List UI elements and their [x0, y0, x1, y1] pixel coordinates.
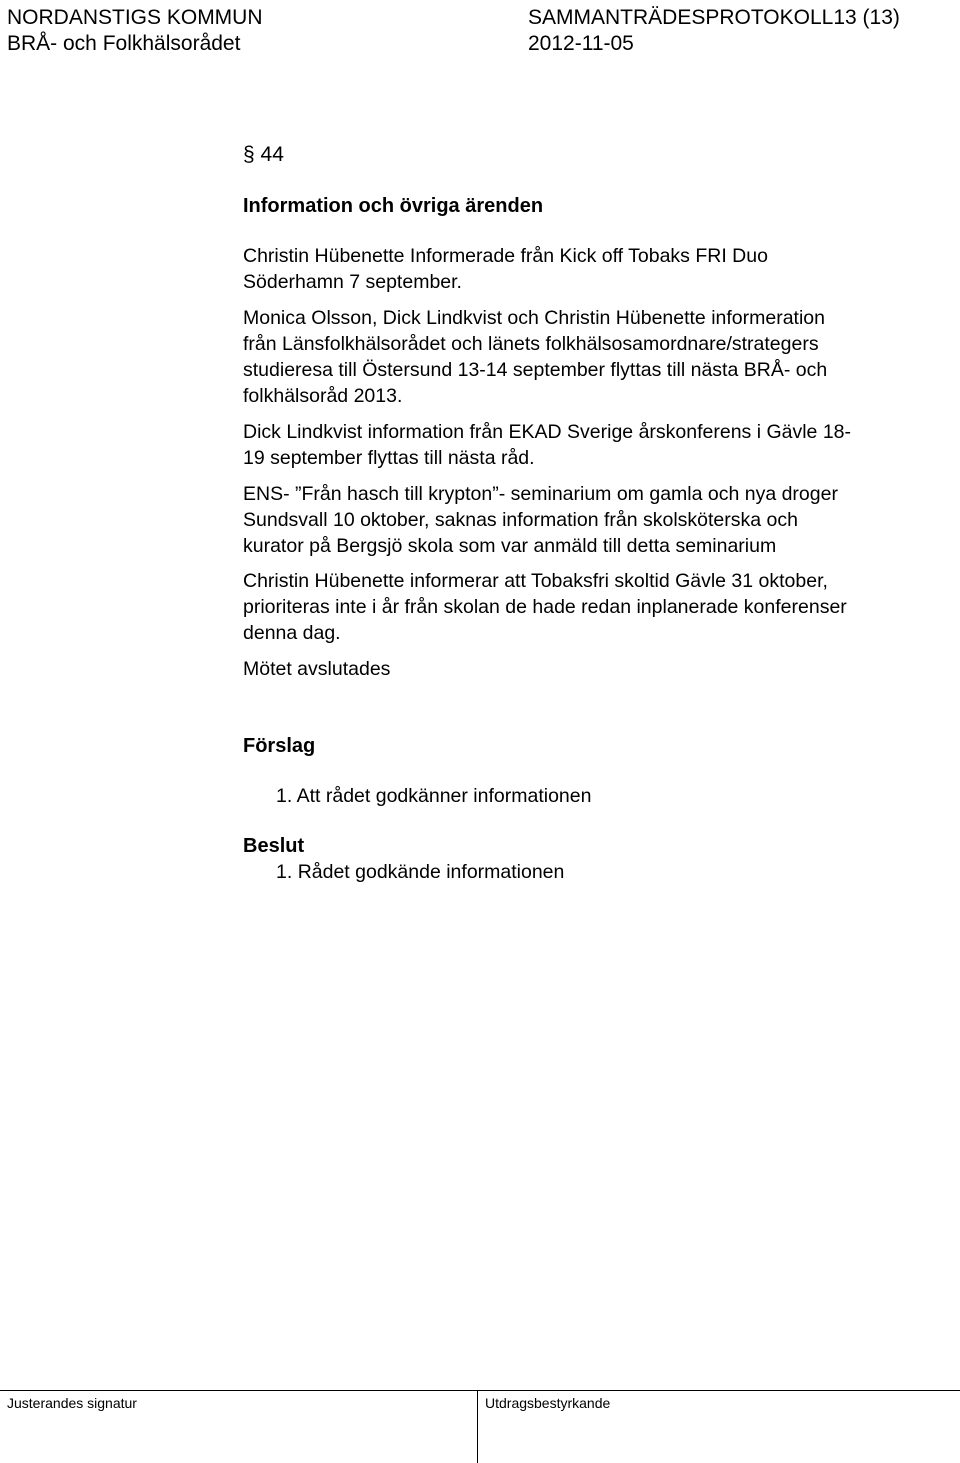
paragraph-1 [243, 243, 943, 295]
paragraph-line: Mötet avslutades [243, 658, 391, 680]
paragraph-6 [243, 656, 943, 682]
forslag-item-number: 1. [276, 785, 293, 807]
paragraph-line: Dick Lindkvist information från EKAD Sverige årskonferens i Gävle 18- [243, 421, 852, 443]
beslut-item-number: 1. [276, 861, 293, 883]
paragraph-line: Christin Hübenette informerar att Tobaksfri skoltid Gävle 31 oktober, [243, 570, 828, 592]
section-number-value: 44 [260, 143, 284, 166]
section-symbol: § [243, 143, 255, 166]
paragraph-line: ENS- ”Från hasch till krypton”- seminarium om gamla och nya droger [243, 483, 838, 505]
doc-type-page [528, 6, 900, 30]
paragraph-line: folkhälsoråd 2013. [243, 385, 403, 407]
beslut-item [276, 859, 564, 885]
paragraph-3 [243, 419, 943, 471]
board-name: BRÅ- och Folkhälsorådet [7, 32, 241, 55]
org-name: NORDANSTIGS KOMMUN [7, 6, 263, 29]
paragraph-line: denna dag. [243, 622, 341, 644]
paragraph-4 [243, 481, 943, 559]
paragraph-line: från Länsfolkhälsorådet och länets folkhälsosamordnare/strategers [243, 333, 819, 355]
forslag-item [276, 783, 591, 809]
paragraph-line: Monica Olsson, Dick Lindkvist och Christin Hübenette informeration [243, 307, 826, 329]
paragraph-line: 19 september flyttas till nästa råd. [243, 447, 535, 469]
footer-column-divider [477, 1390, 478, 1463]
section-title: Information och övriga ärenden [243, 195, 544, 217]
footer-divider [0, 1390, 960, 1391]
footer-signature-label: Justerandes signatur [7, 1395, 137, 1411]
paragraph-line: Christin Hübenette Informerade från Kick off Tobaks FRI Duo [243, 245, 768, 267]
forslag-item-text: Att rådet godkänner informationen [296, 785, 592, 807]
paragraph-line: Sundsvall 10 oktober, saknas information från skolsköterska och [243, 509, 798, 531]
beslut-item-text: Rådet godkände informationen [297, 861, 565, 883]
paragraph-line: kurator på Bergsjö skola som var anmäld till detta seminarium [243, 535, 777, 557]
paragraph-2 [243, 305, 943, 409]
paragraph-line: studieresa till Östersund 13-14 september flyttas till nästa BRÅ- och [243, 359, 828, 381]
doc-type: SAMMANTRÄDESPROTOKOLL [528, 6, 834, 29]
forslag-heading: Förslag [243, 735, 316, 757]
meeting-date: 2012-11-05 [528, 32, 634, 55]
beslut-heading: Beslut [243, 835, 305, 857]
paragraph-line: prioriteras inte i år från skolan de hade redan inplanerade konferenser [243, 596, 847, 618]
footer-certification-label: Utdragsbestyrkande [485, 1395, 611, 1411]
paragraph-5 [243, 568, 943, 646]
paragraph-line: Söderhamn 7 september. [243, 271, 462, 293]
section-number [243, 141, 284, 169]
page-number: 13 (13) [833, 6, 900, 29]
